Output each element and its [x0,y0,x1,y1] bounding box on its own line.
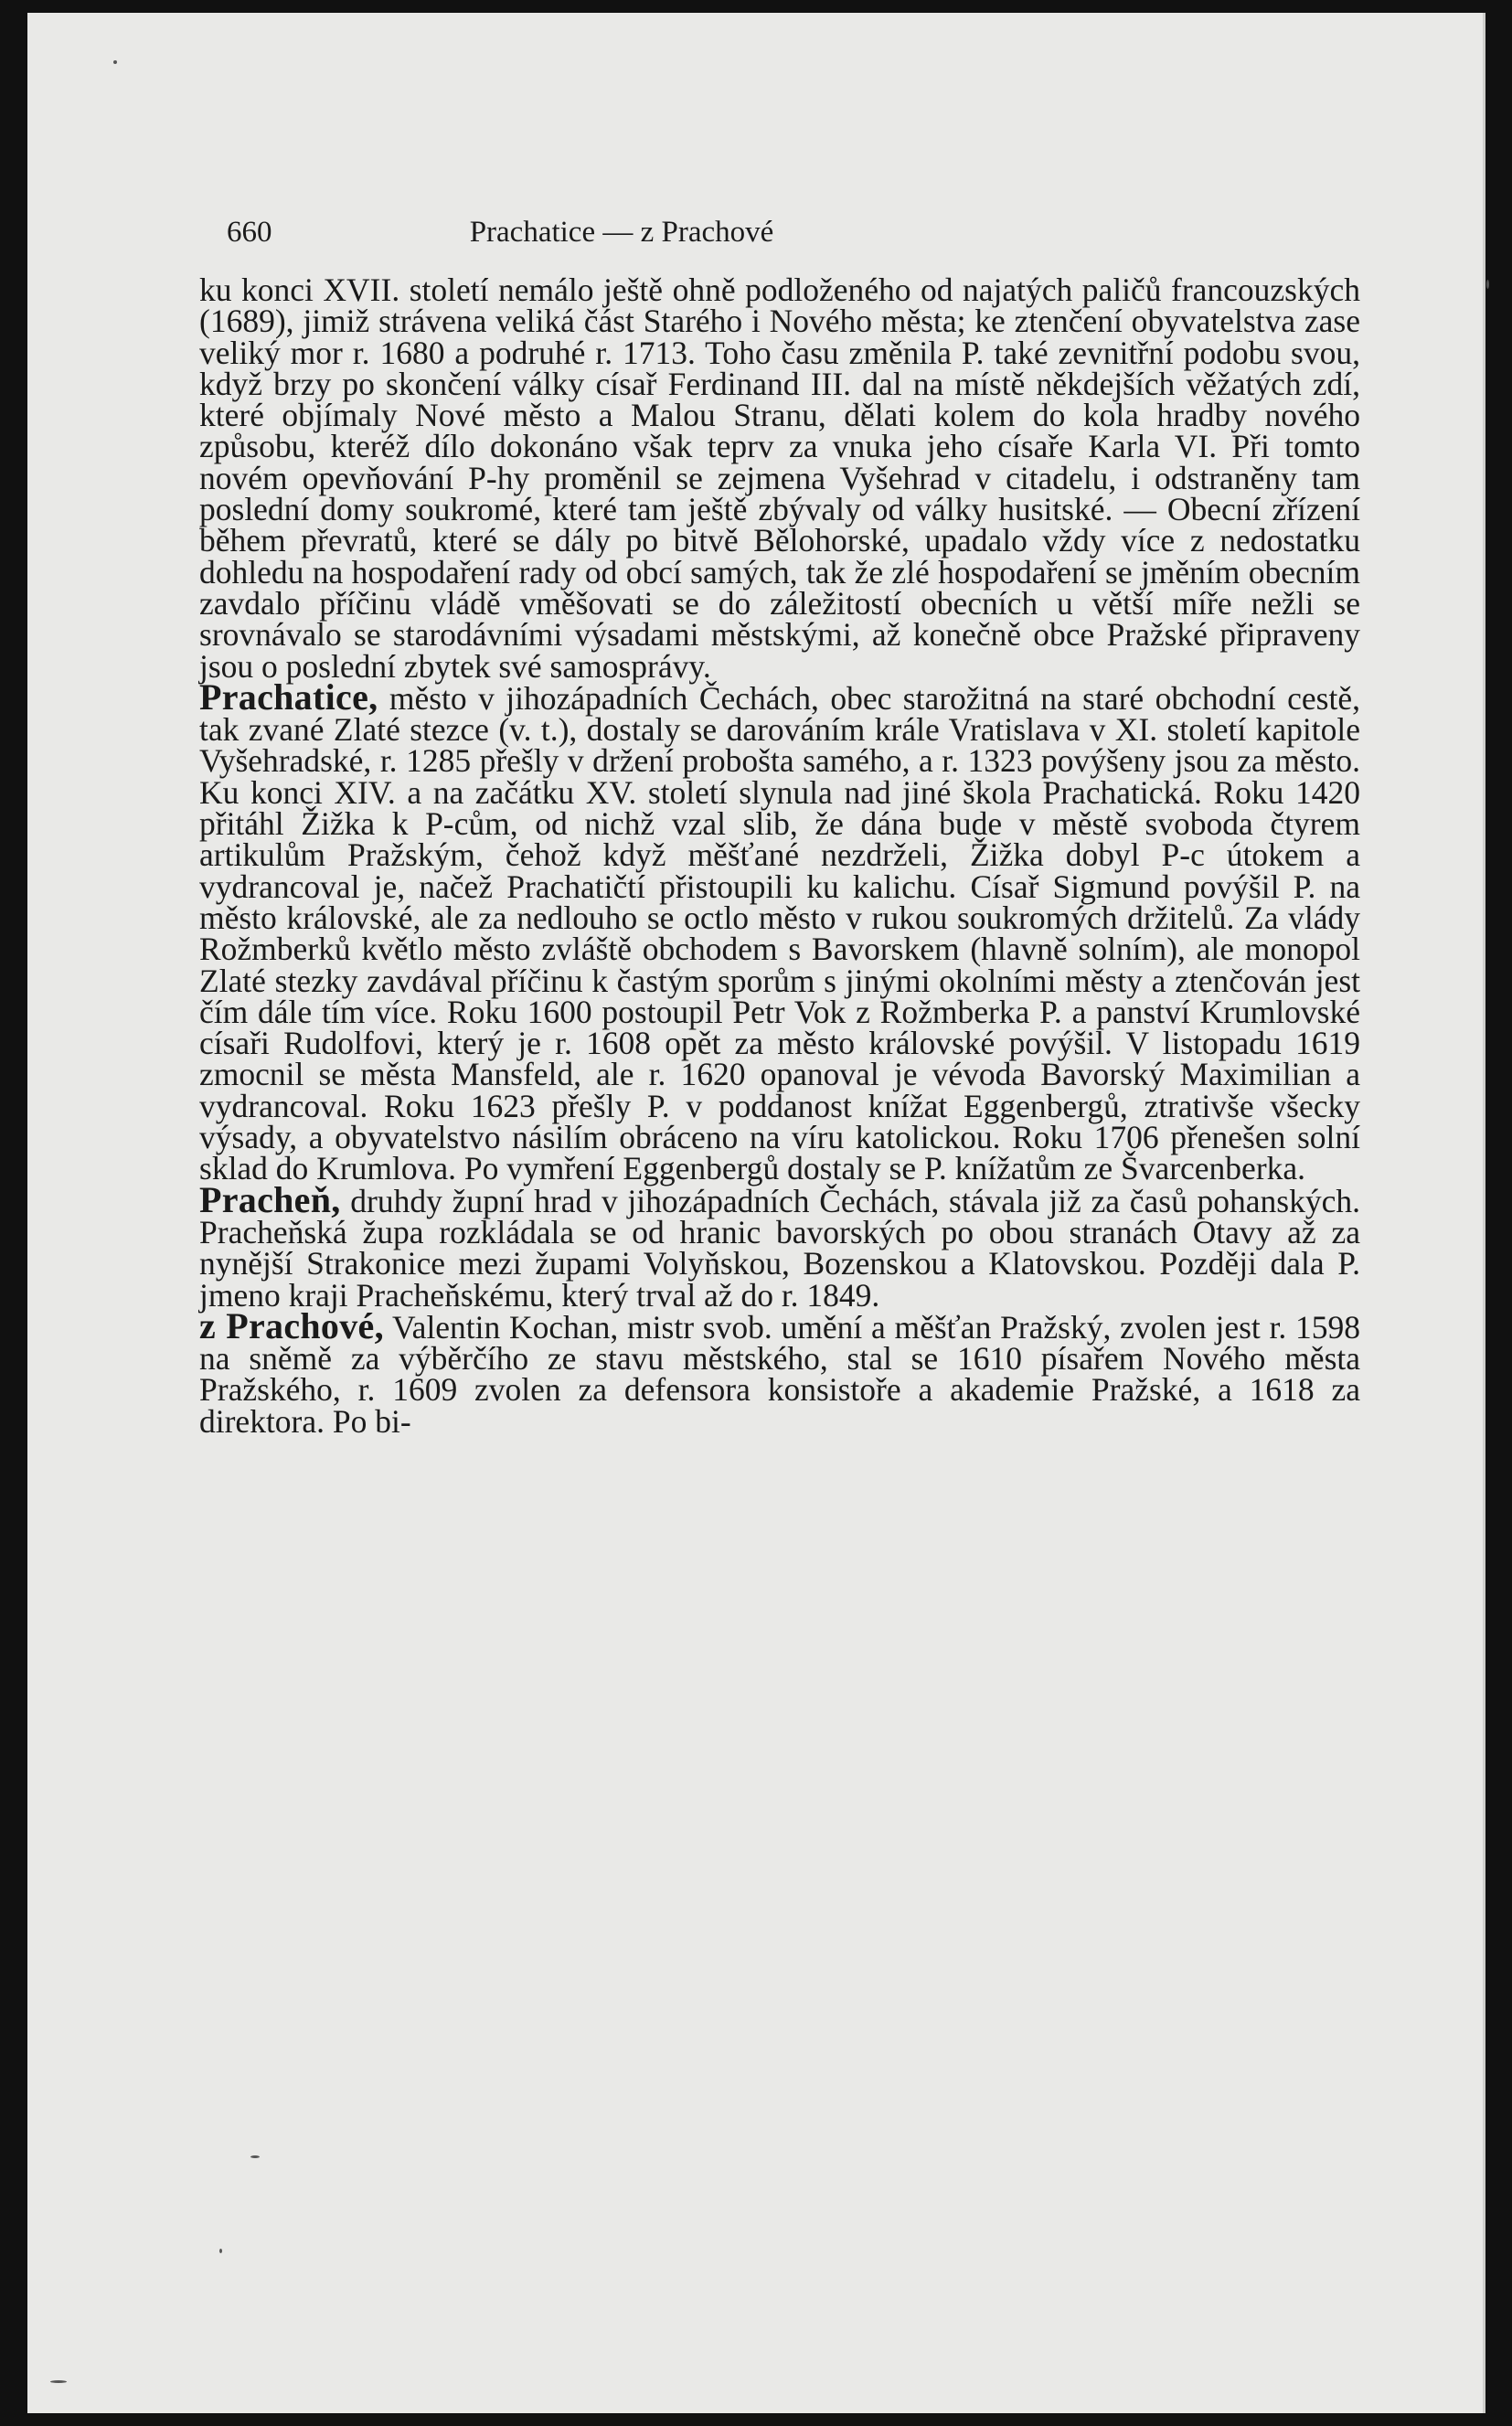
entry-text: druhdy župní hrad v jihozápadních Čechách, stávala již za časů pohanských. Pracheňská župa rozkládala se od hranic bavorských po obou stranách Otavy až za nynější Strakonice mezi župami Volyňskou, Bozenskou a Klatovskou. Později dala P. jmeno kraji Pracheňskému, který trval až do r. 1849. [199,1182,1360,1314]
body-text [199,271,1360,1440]
page-number: 660 [227,216,272,249]
dust-speck [250,2155,260,2158]
dust-speck [219,2249,222,2253]
paragraph-continuation [199,271,1360,685]
dust-speck [50,2380,67,2383]
entry-prachen [199,1178,1360,1314]
entry-z-prachove [199,1304,1360,1440]
entry-text: Valentin Kochan, mistr svob. umění a měšťan Pražský, zvolen jest r. 1598 na sněmě za výběrčího ze stavu městského, stal se 1610 písařem Nového města Pražského, r. 1609 zvolen za defensora konsistoře a akademie Pražské, a 1618 za direktora. Po bi- [199,1308,1360,1440]
entry-text: město v jihozápadních Čechách, obec starožitná na staré obchodní cestě, tak zvané Zlaté stezce (v. t.), dostaly se darováním krále Vratislava v XI. století kapitole Vyšehradské, r. 1285 přešly v držení probošta samého, a r. 1323 povýšeny jsou za město. Ku konci XIV. a na začátku XV. století slynula nad jiné škola Prachatická. Roku 1420 přitáhl Žižka k P-cům, od nichž vzal slib, že dána bude v městě svoboda čtyrem artikulům Pražským, čehož když měšťané nezdrželi, Žižka dobyl P-c útokem a vydrancoval je, načež Prachatičtí přistoupili ku kalichu. Císař Sigmund povýšil P. na město královské, ale za nedlouho se octlo město v rukou soukromých držitelů. Za vlády Rožmberků květlo město zvláště obchodem s Bavorskem (hlavně solním), ale monopol Zlaté stezky zavdával příčinu k častým sporům s jinými okolními městy a ztenčován jest čím dále tím více. Roku 1600 postoupil Petr Vok z Rožmberka P. a panství Krumlovské císaři Rudolfovi, který je r. 1608 opět za město královské povýšil. V listopadu 1619 zmocnil se města Mansfeld, ale r. 1620 opanoval je vévoda Bavorský Maximilian a vydrancoval. Roku 1623 přešly P. v poddanost knížat Eggenbergů, ztrativše všecky výsady, a obyvatelstvo násilím obráceno na víru katolickou. Roku 1706 přenešen solní sklad do Krumlova. Po vymření Eggenbergů dostaly se P. knížatům ze Švarcenberka. [199,679,1360,1187]
dust-speck [1486,280,1489,289]
paragraph-text: ku konci XVII. století nemálo ještě ohně podloženého od najatých paličů francouzských (1689), jimiž strávena veliká část Starého i Nového města; ke ztenčení obyvatelstva zase veliký mor r. 1680 a podruhé r. 1713. Toho času změnila P. také zevnitřní podobu svou, když brzy po skončení války císař Ferdinand III. dal na místě někdejších věžatých zdí, které objímaly Nové město a Malou Stranu, dělati kolem do kola hradby nového způsobu, kteréž dílo dokonáno však teprv za vnuka jeho císaře Karla VI. Při tomto novém opevňování P-hy proměnil se zejmena Vyšehrad v citadelu, i odstraněny tam poslední domy soukromé, které tam ještě zbývaly od války husitské. — Obecní zřízení během převratů, které se dály po bitvě Bělohorské, upadalo vždy více z nedostatku dohledu na hospodaření rady od obcí samých, tak že zlé hospodaření se jměním obecním zavdalo příčinu vládě vměšovati se do záležitostí obecních u větší míře nežli se srovnávalo se starodávními výsadami městskými, až konečně obce Pražské připraveny jsou o poslední zbytek své samosprávy. [199,271,1360,685]
page-header [227,216,1017,256]
entry-prachatice [199,676,1360,1187]
dust-speck [113,60,117,64]
entry-lemma: Prachatice, [199,676,378,718]
entry-lemma: Pracheň, [199,1178,341,1220]
entry-lemma: z Prachové, [199,1304,384,1346]
running-head: Prachatice — z Prachové [469,216,774,249]
